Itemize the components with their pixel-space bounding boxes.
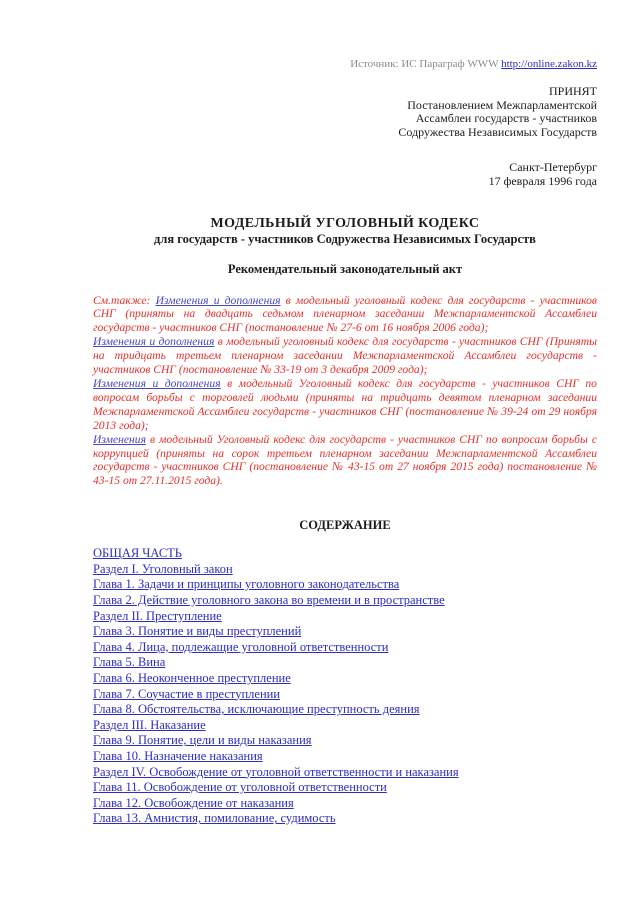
- toc-link-chapter-11[interactable]: Глава 11. Освобождение от уголовной ответственности: [93, 780, 387, 795]
- toc-link-chapter-1[interactable]: Глава 1. Задачи и принципы уголовного законодательства: [93, 577, 400, 592]
- document-title: [93, 215, 597, 247]
- toc-link-section-1[interactable]: Раздел I. Уголовный закон: [93, 561, 233, 576]
- source-prefix: Источник: ИС Параграф WWW: [350, 58, 502, 70]
- adoption-place-block: [93, 161, 597, 188]
- amendment-link[interactable]: Изменения и дополнения: [155, 293, 281, 307]
- toc-link-chapter-5[interactable]: Глава 5. Вина: [93, 655, 166, 670]
- document-subtitle: Рекомендательный законодательный акт: [227, 261, 463, 276]
- toc-heading: СОДЕРЖАНИЕ: [299, 518, 391, 533]
- amendment-text: См.также:: [93, 293, 156, 307]
- source-url-link[interactable]: http://online.zakon.kz: [501, 58, 597, 70]
- toc-link-section-2[interactable]: Раздел II. Преступление: [93, 608, 222, 623]
- adoption-date: 17 февраля 1996 года: [488, 173, 597, 188]
- amendment-paragraph: [93, 294, 597, 336]
- toc-link-chapter-13[interactable]: Глава 13. Амнистия, помилование, судимость: [93, 811, 336, 826]
- toc-link-chapter-10[interactable]: Глава 10. Назначение наказания: [93, 748, 263, 763]
- adoption-line: ПРИНЯТ: [548, 84, 597, 98]
- amendment-text: в модельный уголовный кодекс для государств - участников СНГ (Приняты на тридцать третьем пленарном заседании Межпарламентской Ассамблеи государств - участников СНГ (постановление № 33-19 от 3 декабря 2009 года);: [93, 335, 597, 377]
- amendment-text: в модельный Уголовный кодекс для государств - участников СНГ по вопросам борьбы с коррупцией (приняты на сорок третьем пленарном заседании Межпарламентской Ассамблеи государств - участников СНГ (постановление № 43-15 от 27 ноября 2015 года) постановление № 43-15 от 27.11.2015 года).: [93, 432, 597, 488]
- toc-link-section-4[interactable]: Раздел IV. Освобождение от уголовной ответственности и наказания: [93, 764, 459, 779]
- toc-link-chapter-7[interactable]: Глава 7. Соучастие в преступлении: [93, 686, 281, 701]
- toc-list: [93, 546, 597, 827]
- adoption-block: [93, 85, 597, 139]
- toc-link-chapter-9[interactable]: Глава 9. Понятие, цели и виды наказания: [93, 733, 312, 748]
- toc-link-chapter-4[interactable]: Глава 4. Лица, подлежащие уголовной ответственности: [93, 639, 389, 654]
- adoption-line: Ассамблеи государств - участников: [415, 111, 597, 126]
- amendment-text: в модельный Уголовный кодекс для государств - участников СНГ по вопросам борьбы с торговлей людьми (приняты на тридцать девятом пленарном заседании Межпарламентской Ассамблеи государств - участников СНГ (постановление № 39-24 от 29 ноября 2013 года);: [93, 377, 597, 432]
- amendment-link[interactable]: Изменения и дополнения: [93, 377, 221, 390]
- toc-link-chapter-8[interactable]: Глава 8. Обстоятельства, исключающие преступность деяния: [93, 702, 420, 717]
- toc-link-general-part[interactable]: ОБЩАЯ ЧАСТЬ: [93, 546, 182, 561]
- toc-link-chapter-12[interactable]: Глава 12. Освобождение от наказания: [93, 795, 294, 810]
- amendment-paragraph: [93, 335, 597, 377]
- toc-link-chapter-2[interactable]: Глава 2. Действие уголовного закона во времени и в пространстве: [93, 593, 445, 608]
- amendment-text: в модельный уголовный кодекс для государств - участников СНГ (приняты на двадцать седьмом пленарном заседании Межпарламентской Ассамблеи государств - участников СНГ (постановление № 27-6 от 16 ноября 2006 года);: [93, 293, 597, 335]
- document-title-line2: для государств - участников Содружества Независимых Государств: [154, 231, 536, 246]
- amendment-paragraph: [93, 433, 597, 489]
- toc-link-section-3[interactable]: Раздел III. Наказание: [93, 717, 206, 732]
- amendment-paragraph: [93, 377, 597, 433]
- amendment-link[interactable]: Изменения: [93, 432, 146, 446]
- toc-link-chapter-3[interactable]: Глава 3. Понятие и виды преступлений: [93, 624, 302, 639]
- amendment-link[interactable]: Изменения и дополнения: [93, 335, 215, 349]
- amendments-block: [93, 294, 597, 489]
- adoption-place: Санкт-Петербург: [509, 160, 597, 175]
- source-line: [93, 58, 597, 71]
- adoption-line: Содружества Независимых Государств: [398, 124, 597, 139]
- toc-link-chapter-6[interactable]: Глава 6. Неоконченное преступление: [93, 671, 291, 685]
- adoption-line: Постановлением Межпарламентской: [407, 97, 597, 112]
- document-title-line1: МОДЕЛЬНЫЙ УГОЛОВНЫЙ КОДЕКС: [210, 215, 480, 231]
